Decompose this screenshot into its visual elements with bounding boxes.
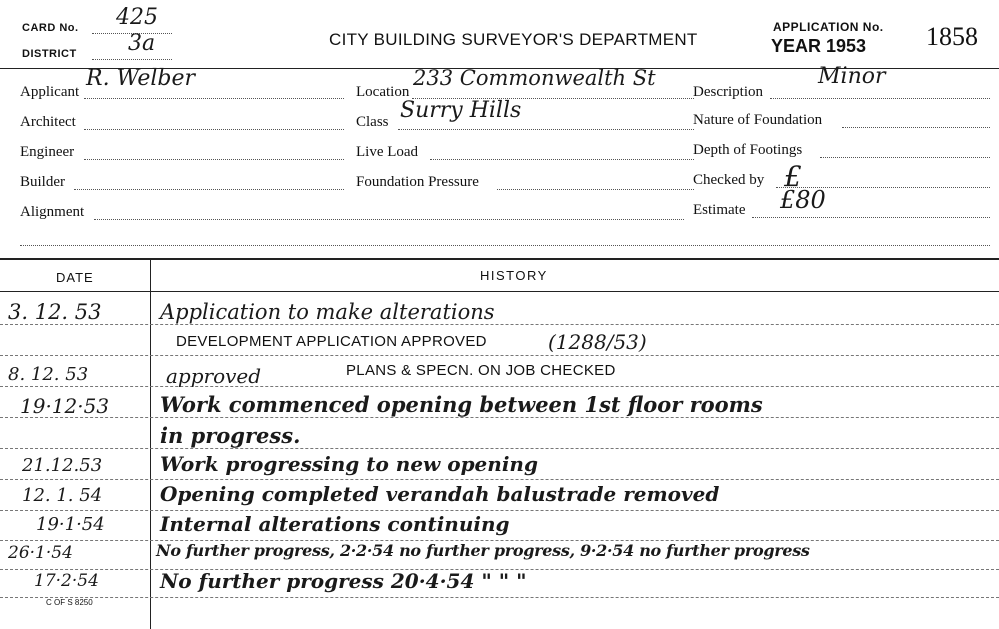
checked-by-label: Checked by <box>693 172 765 188</box>
alignment-line <box>94 219 684 220</box>
card-no-value: 425 <box>116 5 158 30</box>
history-date: 17·2·54 <box>34 571 99 591</box>
estimate-value: £80 <box>780 186 826 214</box>
approval-reference: (1288/53) <box>548 330 647 354</box>
development-approved-stamp: DEVELOPMENT APPLICATION APPROVED <box>176 333 487 350</box>
date-header: DATE <box>56 270 94 285</box>
architect-line <box>84 129 344 130</box>
row-line <box>0 448 999 449</box>
row-line <box>0 355 999 356</box>
district-label: DISTRICT <box>22 48 77 60</box>
class-value: Surry Hills <box>400 98 522 123</box>
history-entry: Work progressing to new opening <box>160 452 538 476</box>
alignment-label: Alignment <box>20 204 85 220</box>
depth-of-footings-label: Depth of Footings <box>693 142 803 158</box>
history-date: 3. 12. 53 <box>8 300 102 324</box>
plans-checked-stamp: PLANS & SPECN. ON JOB CHECKED <box>346 362 616 379</box>
estimate-label: Estimate <box>693 202 746 218</box>
foundation-pressure-label: Foundation Pressure <box>356 174 479 190</box>
checked-by-value: £ <box>784 160 802 193</box>
row-line <box>0 324 999 325</box>
builder-line <box>74 189 344 190</box>
form-code: C OF S 8250 <box>46 598 93 607</box>
estimate-line <box>752 217 990 218</box>
history-date: 12. 1. 54 <box>22 485 103 506</box>
description-value: Minor <box>818 64 886 89</box>
history-entry: Internal alterations continuing <box>160 512 510 536</box>
description-line <box>770 98 990 99</box>
engineer-line <box>84 159 344 160</box>
engineer-label: Engineer <box>20 144 75 160</box>
applicant-line <box>84 98 344 99</box>
history-column-divider <box>150 260 151 629</box>
row-line <box>0 597 999 598</box>
application-number: 1858 <box>926 22 978 51</box>
district-line <box>92 59 172 60</box>
blank-line <box>20 245 990 246</box>
row-line <box>0 510 999 511</box>
depth-of-footings-line <box>820 157 990 158</box>
architect-label: Architect <box>20 114 76 130</box>
department-title: CITY BUILDING SURVEYOR'S DEPARTMENT <box>329 30 698 49</box>
foundation-pressure-line <box>497 189 694 190</box>
history-entry: Work commenced opening between 1st floor rooms <box>160 392 763 417</box>
nature-of-foundation-label: Nature of Foundation <box>693 112 823 128</box>
card-no-label: CARD No. <box>22 22 79 34</box>
row-line <box>0 386 999 387</box>
nature-of-foundation-line <box>842 127 990 128</box>
district-value: 3a <box>128 31 156 56</box>
class-label: Class <box>356 114 389 130</box>
row-line <box>0 417 999 418</box>
history-entry: approved <box>166 364 262 388</box>
applicant-label: Applicant <box>20 84 80 100</box>
location-label: Location <box>356 84 410 100</box>
history-date: 19·1·54 <box>36 514 105 535</box>
history-header: HISTORY <box>480 268 548 283</box>
row-line <box>0 479 999 480</box>
history-date: 21.12.53 <box>22 455 103 476</box>
history-date: 8. 12. 53 <box>8 364 89 385</box>
history-entry: Application to make alterations <box>160 300 495 324</box>
application-no-label: APPLICATION No. <box>773 20 884 34</box>
history-entry: Opening completed verandah balustrade removed <box>160 482 720 506</box>
live-load-line <box>430 159 694 160</box>
location-value: 233 Commonwealth St <box>413 66 656 90</box>
description-label: Description <box>693 84 763 100</box>
history-date: 26·1·54 <box>8 543 73 563</box>
history-entry: in progress. <box>160 423 301 448</box>
year-label: YEAR 1953 <box>771 36 867 56</box>
live-load-label: Live Load <box>356 144 419 160</box>
class-line <box>398 129 694 130</box>
history-date: 19·12·53 <box>20 394 110 418</box>
builder-label: Builder <box>20 174 65 190</box>
history-entry: No further progress 20·4·54 " " " <box>160 569 527 593</box>
history-entry: No further progress, 2·2·54 no further progress, 9·2·54 no further progress <box>156 541 810 560</box>
applicant-value: R. Welber <box>86 66 196 91</box>
